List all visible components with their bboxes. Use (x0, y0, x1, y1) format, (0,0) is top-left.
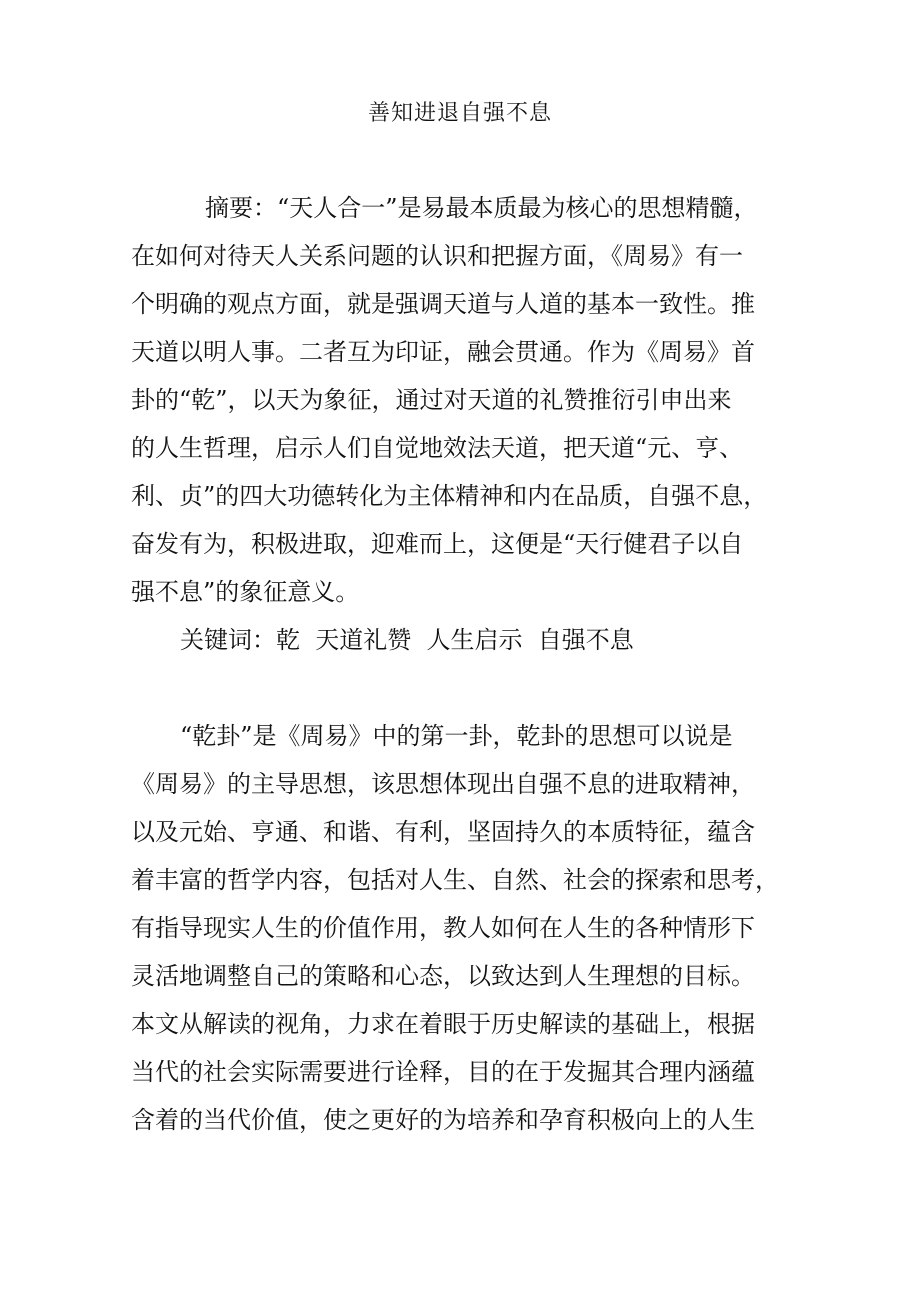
abstract-line: 利、贞”的四大功德转化为主体精神和内在品质，自强不息， (131, 482, 768, 510)
abstract-line: 摘要：“天人合一”是易最本质最为核心的思想精髓， (205, 194, 758, 222)
body-line: 《周易》的主导思想，该思想体现出自强不息的进取精神， (131, 770, 755, 798)
body-line: 本文从解读的视角，力求在着眼于历史解读的基础上，根据 (131, 1010, 755, 1038)
body-line: 含着的当代价值，使之更好的为培养和孕育积极向上的人生 (131, 1106, 755, 1134)
body-line: 以及元始、亨通、和谐、有利，坚固持久的本质特征，蕴含 (131, 818, 755, 846)
keywords-line: 关键词：乾 天道礼赞 人生启示 自强不息 (180, 626, 634, 654)
abstract-line: 的人生哲理，启示人们自觉地效法天道，把天道“元、亨、 (131, 434, 744, 462)
body-line: “乾卦”是《周易》中的第一卦，乾卦的思想可以说是 (180, 722, 733, 750)
abstract-line: 卦的“乾”，以天为象征，通过对天道的礼赞推衍引申出来 (131, 386, 732, 414)
abstract-line: 个明确的观点方面，就是强调天道与人道的基本一致性。推 (131, 290, 755, 318)
body-line: 当代的社会实际需要进行诠释，目的在于发掘其合理内涵蕴 (131, 1058, 755, 1086)
abstract-line: 天道以明人事。二者互为印证，融会贯通。作为《周易》首 (131, 338, 755, 366)
body-line: 有指导现实人生的价值作用，教人如何在人生的各种情形下 (131, 914, 755, 942)
document-title: 善知进退自强不息 (367, 101, 552, 126)
body-line: 着丰富的哲学内容，包括对人生、自然、社会的探索和思考， (131, 866, 779, 894)
abstract-line: 强不息”的象征意义。 (131, 578, 360, 606)
abstract-line: 在如何对待天人关系问题的认识和把握方面，《周易》有一 (131, 242, 743, 270)
abstract-line: 奋发有为，积极进取，迎难而上，这便是“天行健君子以自 (131, 530, 744, 558)
body-line: 灵活地调整自己的策略和心态，以致达到人生理想的目标。 (131, 962, 755, 990)
